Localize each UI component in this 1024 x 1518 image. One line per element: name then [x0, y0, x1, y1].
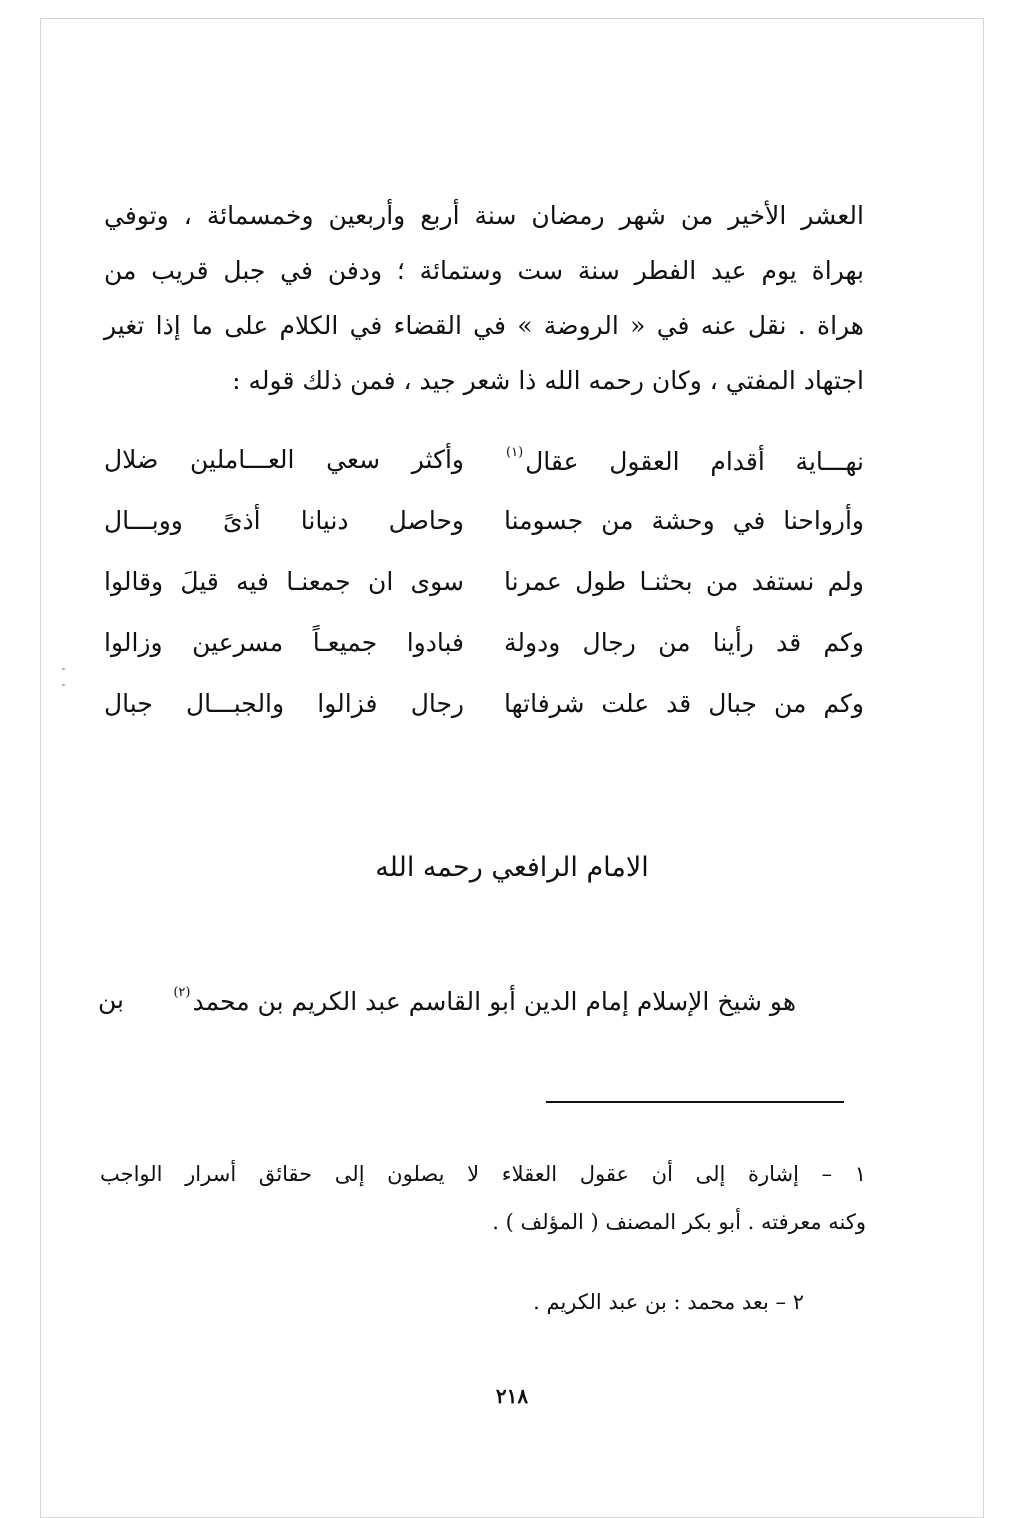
- scan-speck: [62, 684, 65, 686]
- poem-second-hemistich: فبادوا جميعـاً مسرعين وزالوا: [104, 628, 464, 657]
- poem-verse: [104, 567, 864, 628]
- footnote-1-line: وكنه معرفته . أبو بكر المصنف ( المؤلف ) .: [492, 1210, 866, 1234]
- poem-first-hemistich: ولم نستفد من بحثنـا طول عمرنا: [504, 567, 864, 596]
- poem-second-hemistich: وحاصل دنيانا أذىً ووبـــال: [104, 506, 464, 535]
- poem-verse: [104, 689, 864, 750]
- scan-speck: [62, 668, 65, 670]
- prose-line: العشر الأخير من شهر رمضان سنة أربع وأربعين وخمسمائة ، وتوفي: [104, 201, 864, 230]
- footnote-1-line: ١ – إشارة إلى أن عقول العقلاء لا يصلون إلى حقائق أسرار الواجب: [100, 1162, 866, 1186]
- poem-verse: [104, 628, 864, 689]
- footnote-ref: (٢): [173, 985, 191, 1000]
- poem-second-hemistich: رجال فزالوا والجبـــال جبال: [104, 689, 464, 718]
- hemistich-text: نهـــاية أقدام العقول عقال: [525, 447, 864, 476]
- prose-line: هراة . نقل عنه في « الروضة » في القضاء في الكلام على ما إذا تغير: [104, 311, 864, 340]
- footnotes: [100, 1150, 866, 1246]
- poem-second-hemistich: سوى ان جمعنـا فيه قيلَ وقالوا: [104, 567, 464, 596]
- section-heading: الامام الرافعي رحمه الله: [375, 852, 649, 883]
- poem-first-hemistich: وأرواحنا في وحشة من جسومنا: [504, 506, 864, 535]
- page-number: ٢١٨: [495, 1384, 529, 1408]
- poem-verse: [104, 506, 864, 567]
- footnote-ref: (١): [506, 445, 524, 460]
- bio-continuation: بن: [98, 985, 124, 1014]
- bio-text: هو شيخ الإسلام إمام الدين أبو القاسم عبد الكريم بن محمد: [192, 987, 796, 1016]
- bio-first-line: [96, 985, 796, 1016]
- prose-paragraph: [104, 188, 864, 408]
- poem-second-hemistich: وأكثر سعي العـــاملين ضلال: [104, 445, 464, 474]
- footnote-2: ٢ – بعد محمد : بن عبد الكريم .: [533, 1290, 804, 1314]
- poem-verse: [104, 445, 864, 506]
- poem-first-hemistich: وكم من جبال قد علت شرفاتها: [504, 689, 864, 718]
- prose-line: بهراة يوم عيد الفطر سنة ست وستمائة ؛ ودفن في جبل قريب من: [104, 256, 864, 285]
- prose-line: اجتهاد المفتي ، وكان رحمه الله ذا شعر جيد ، فمن ذلك قوله :: [232, 366, 864, 395]
- footnote-divider: [546, 1101, 844, 1103]
- poem: [104, 445, 864, 750]
- poem-first-hemistich: وكم قد رأينا من رجال ودولة: [504, 628, 864, 657]
- poem-first-hemistich: [504, 445, 864, 476]
